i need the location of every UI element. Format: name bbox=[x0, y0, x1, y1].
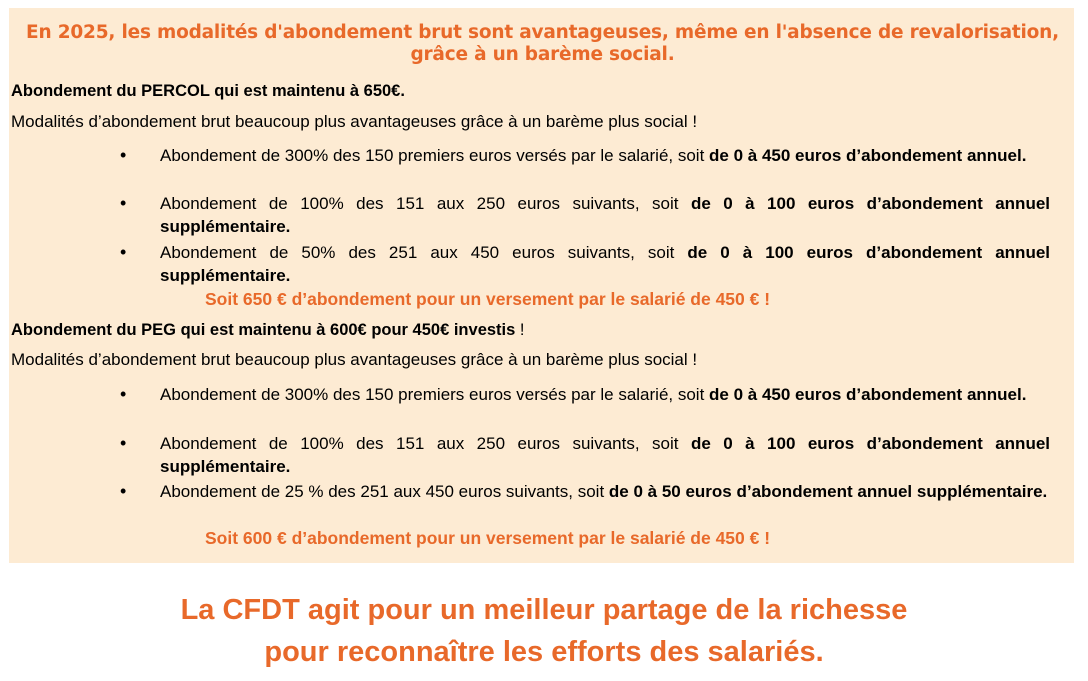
bullet-icon: • bbox=[120, 384, 127, 404]
peg-total: Soit 600 € d’abondement pour un versement par le salarié de 450 € ! bbox=[205, 528, 771, 548]
percol-bullet-2 bbox=[160, 192, 1050, 238]
bullet-text: Abondement de 50% des 251 aux 450 euros suivants, soit bbox=[160, 243, 688, 262]
bullet-text: Abondement de 100% des 151 aux 250 euros suivants, soit bbox=[160, 434, 691, 453]
percol-bullet-3 bbox=[160, 241, 1050, 287]
peg-bullet-2 bbox=[160, 432, 1050, 478]
bullet-text: Abondement de 100% des 151 aux 250 euros suivants, soit bbox=[160, 194, 691, 213]
bullet-icon: • bbox=[120, 481, 127, 501]
headline bbox=[20, 22, 1065, 66]
bullet-icon: • bbox=[120, 433, 127, 453]
bullet-text: Abondement de 300% des 150 premiers euros versés par le salarié, soit bbox=[160, 385, 710, 404]
percol-bullet-1 bbox=[160, 144, 1050, 167]
slogan-line-1: La CFDT agit pour un meilleur partage de la richesse bbox=[180, 594, 908, 626]
percol-title: Abondement du PERCOL qui est maintenu à 650€. bbox=[11, 82, 405, 100]
bullet-icon: • bbox=[120, 193, 127, 213]
percol-total: Soit 650 € d’abondement pour un versement par le salarié de 450 € ! bbox=[205, 289, 771, 309]
bullet-bold-text: de 0 à 100 euros d’abondement annuel supplémentaire. bbox=[160, 194, 1051, 236]
bullet-bold-text: de 0 à 450 euros d’abondement annuel. bbox=[709, 385, 1027, 404]
bullet-text: Abondement de 25 % des 251 aux 450 euros suivants, soit bbox=[160, 482, 609, 501]
peg-title-text: Abondement du PEG qui est maintenu à 600€ pour 450€ investis bbox=[11, 321, 516, 339]
slogan-line-2: pour reconnaître les efforts des salariés. bbox=[264, 636, 824, 668]
bullet-text: Abondement de 300% des 150 premiers euros versés par le salarié, soit bbox=[160, 146, 710, 165]
peg-bullet-3 bbox=[160, 480, 1050, 503]
bullet-bold-text: de 0 à 450 euros d’abondement annuel. bbox=[709, 146, 1027, 165]
percol-intro: Modalités d’abondement brut beaucoup plus avantageuses grâce à un barème plus social ! bbox=[11, 112, 698, 131]
bullet-bold-text: de 0 à 100 euros d’abondement annuel supplémentaire. bbox=[160, 434, 1051, 476]
bullet-icon: • bbox=[120, 242, 127, 262]
headline-line-2: grâce à un barème social. bbox=[410, 44, 675, 65]
headline-line-1: En 2025, les modalités d'abondement brut sont avantageuses, même en l'absence de revalorisation, bbox=[26, 22, 1059, 43]
peg-title bbox=[11, 320, 524, 340]
bullet-bold-text: de 0 à 100 euros d’abondement annuel supplémentaire. bbox=[160, 243, 1051, 285]
bullet-bold-text: de 0 à 50 euros d’abondement annuel supplémentaire. bbox=[608, 482, 1048, 501]
bullet-icon: • bbox=[120, 145, 127, 165]
peg-intro: Modalités d’abondement brut beaucoup plus avantageuses grâce à un barème plus social ! bbox=[11, 350, 698, 369]
peg-bullet-1 bbox=[160, 383, 1050, 406]
peg-title-suffix: ! bbox=[515, 321, 525, 339]
